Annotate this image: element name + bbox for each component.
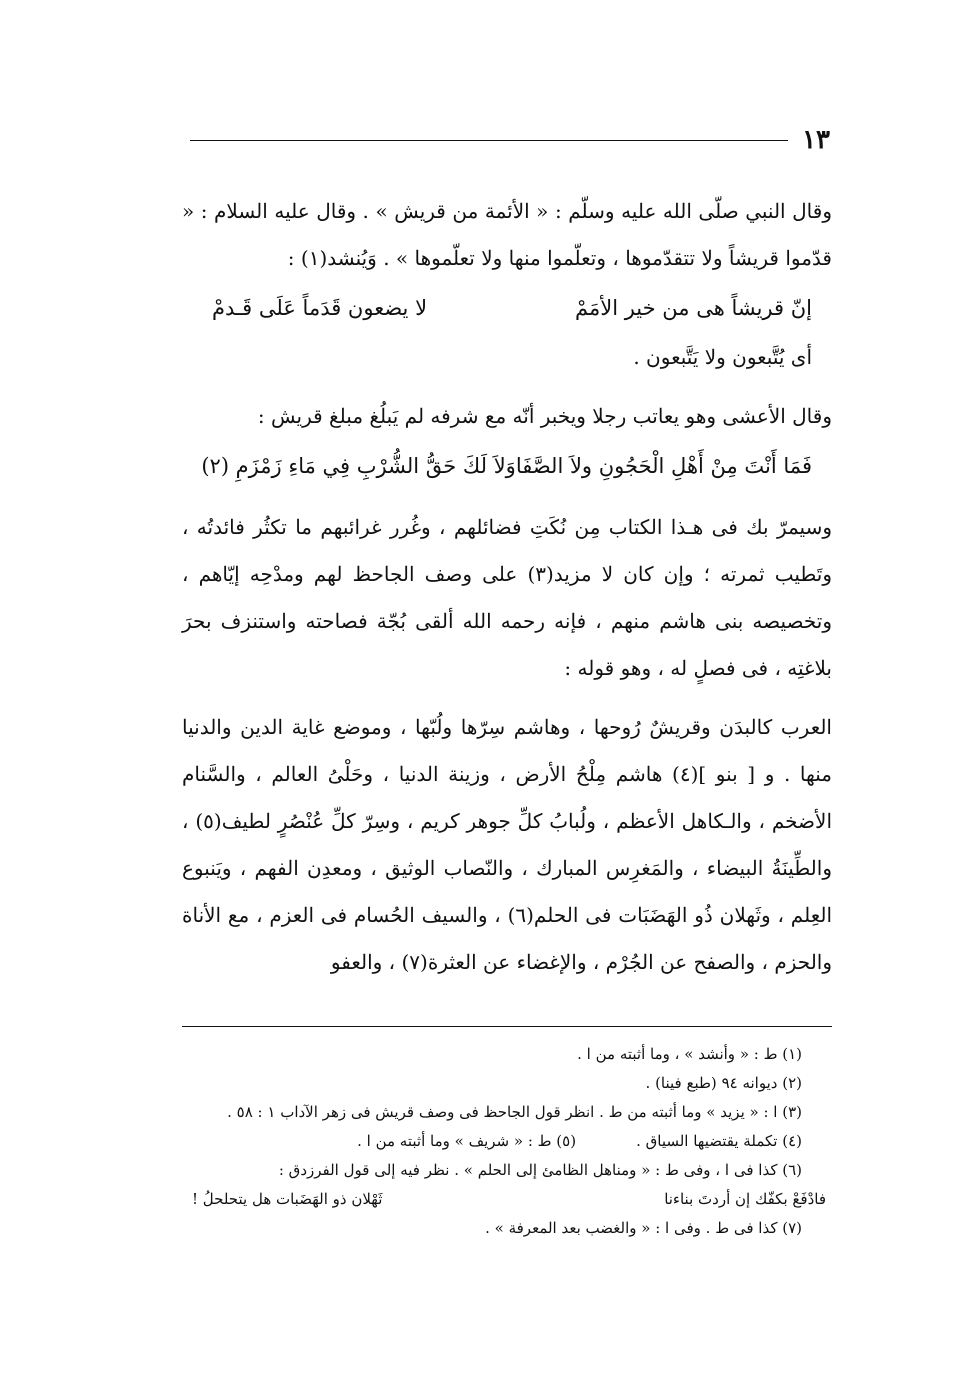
- paragraph-jahiz-quote: العرب كالبدَن وقريشٌ رُوحها ، وهاشم سِرّها ولُبّها ، وموضع غاية الدين والدنيا منها . و [ بنو ](٤) هاشم مِلْحُ الأرض ، وزينة الدنيا ، وحَلْىُ العالم ، والسَّنام الأضخم ، والـكاهل الأعظم ، ولُبابُ كلِّ جوهر كريم ، وسِرّ كلِّ عُنْصُرٍ لطيف(٥) ، والطِّينَةُ البيضاء ، والمَغرِس المبارك ، والنّصاب الوثيق ، ومعدِن الفهم ، ويَنبوع العِلم ، وثَهلان ذُو الهَضَبَات فى الحلم(٦) ، والسيف الحُسام فى العزم ، مع الأناة والحزم ، والصفح عن الجُرْم ، والإغضاء عن العثرة(٧) ، والعفو: [182, 715, 832, 974]
- paragraph-jahiz-intro: وسيمرّ بك فى هـذا الكتاب مِن نُكَتِ فضائلهم ، وغُرر غرائبهم ما تكثُر فائدتُه ، وتَطيب ثمرته ؛ وإن كان لا مزيد(٣) على وصف الجاحظ لهم ومدْحِه إيّاهم ، وتخصيصه بنى هاشم منهم ، فإنه رحمه الله ألقى بُجّة فصاحته واستنزف بحرَ بلاغتِه ، فى فصلٍ له ، وهو قوله :: [182, 515, 832, 680]
- footnote-2: (٢) ديوانه ٩٤ (طبع فينا) .: [645, 1074, 802, 1092]
- footnotes: [182, 1040, 832, 1243]
- verse-second-hemistich: لا يضعون قَدَماً عَلَى قَـدمْ: [212, 296, 428, 320]
- header-rule: [190, 140, 788, 141]
- footnote-6-verse: [182, 1185, 832, 1214]
- verse-explanation: أى يُتَّبعون ولا يَتَّبعون .: [633, 345, 812, 369]
- footnote-1: (١) ط : « وأنشد » ، وما أثبته من ا .: [577, 1045, 802, 1063]
- footnote-4: (٤) تكملة يقتضيها السياق .: [636, 1132, 802, 1150]
- page-number: ١٣: [802, 125, 830, 155]
- footnote-7: (٧) كذا فى ط . وفى ا : « والغضب بعد المعرفة » .: [485, 1219, 802, 1237]
- verse-aasha: [182, 440, 832, 492]
- footnote-5: (٥) ط : « شريف » وما أثبته من ا .: [357, 1132, 577, 1150]
- footnote-6: (٦) كذا فى ا ، وفى ط : « ومناهل الظامئ إلى الحلم » . نظر فيه إلى قول الفرزدق :: [278, 1161, 802, 1179]
- verse-first-hemistich: فادْفَعْ بكفّك إن أردتَ بناءنا: [664, 1190, 826, 1208]
- page-header: [190, 120, 830, 160]
- footnote-rule: [182, 1026, 832, 1027]
- paragraph-hadith: وقال النبي صلّى الله عليه وسلّم : « الأئمة من قريش » . وقال عليه السلام : « قدّموا قريشاً ولا تتقدّموها ، وتعلّموا منها ولا تعلّموها » . وَيُنشد(١) :: [182, 199, 832, 270]
- verse-second-hemistich: وَلاَ لَكَ حَقُّ الشُّرْبِ فِي مَاءِ زَمْزَمِ (٢): [201, 454, 516, 478]
- verse-second-hemistich: ثَهْلان ذو الهَضَبات هل يتحلحلُ !: [192, 1190, 383, 1208]
- verse-first-hemistich: إنّ قريشاً هى من خير الأمَمْ: [575, 296, 812, 320]
- footnote-row-4-5: [182, 1127, 832, 1156]
- paragraph-aasha-intro: وقال الأعشى وهو يعاتب رجلا ويخبر أنّه مع شرفه لم يَبلُغ مبلغ قريش :: [257, 404, 832, 428]
- verse-quraysh: [182, 282, 832, 334]
- main-text: [182, 188, 832, 986]
- footnote-3: (٣) ا : « يزيد » وما أثبته من ط . انظر قول الجاحظ فى وصف قريش فى زهر الآداب ١ : ٥٨ .: [227, 1103, 802, 1121]
- verse-first-hemistich: فَمَا أَنْتَ مِنْ أَهْلِ الْحَجُونِ ولاَ الصَّفَا: [515, 454, 812, 478]
